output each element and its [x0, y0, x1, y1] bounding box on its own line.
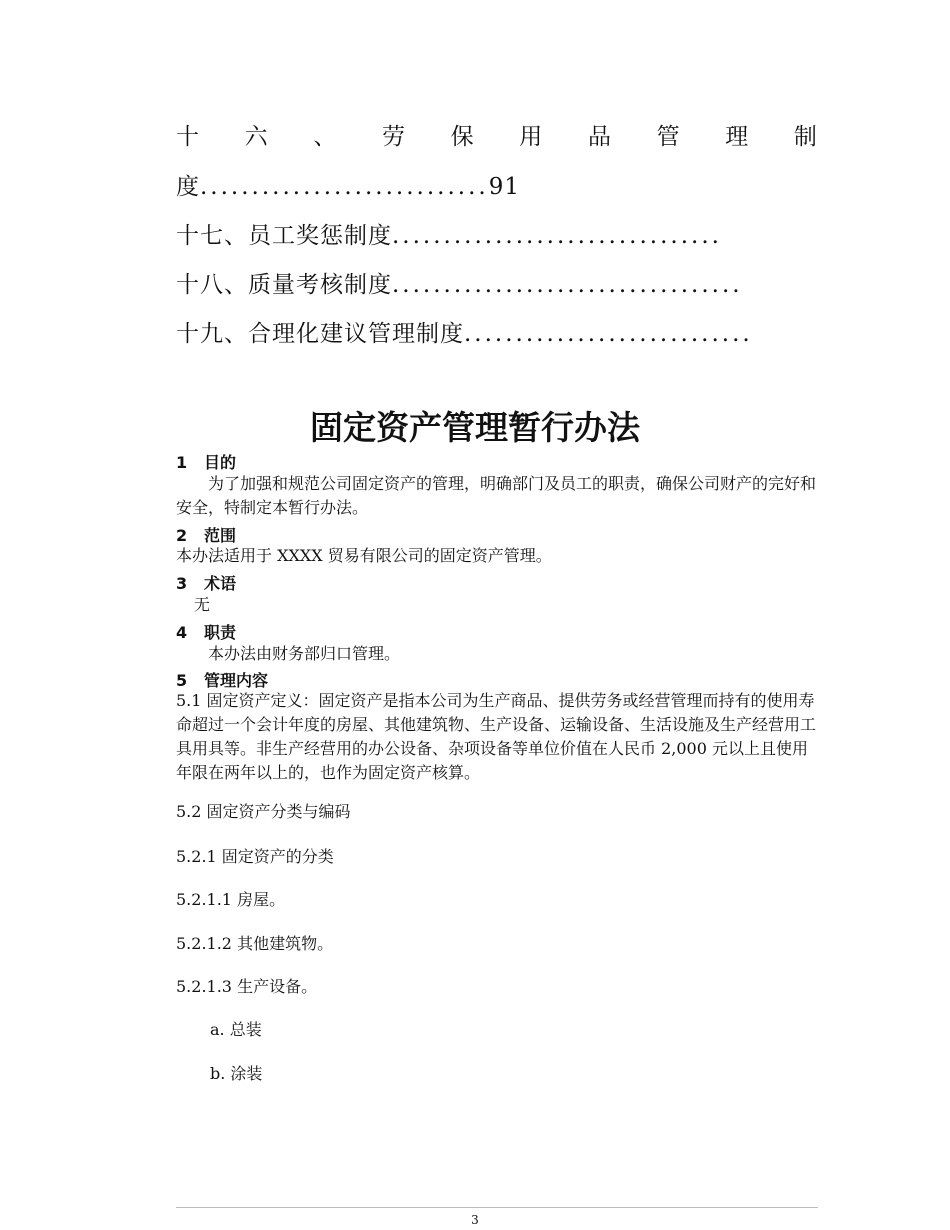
section-title: 范围 — [204, 526, 237, 545]
section-heading-4 — [176, 620, 236, 643]
section-number: 3 — [176, 574, 188, 593]
toc-char: 管 — [656, 124, 681, 150]
toc-char: 品 — [587, 124, 612, 150]
page-number: 3 — [471, 1213, 479, 1227]
section-5-2-heading: 5.2 固定资产分类与编码 — [176, 802, 351, 821]
section-title: 职责 — [204, 623, 237, 642]
section-title: 管理内容 — [204, 671, 269, 690]
section-1-text: 为了加强和规范公司固定资产的管理，明确部门及员工的职责，确保公司财产的完好和安全，特制定本暂行办法。 — [176, 474, 817, 517]
toc-char: 保 — [450, 124, 475, 150]
list-item: a. 总装 — [210, 1020, 262, 1039]
list-item: 5.2.1.3 生产设备。 — [176, 977, 318, 996]
section-number: 4 — [176, 623, 188, 642]
toc-text: 度 — [176, 174, 200, 200]
section-heading-5 — [176, 668, 268, 691]
section-5-1-text: 5.1 固定资产定义：固定资产是指本公司为生产商品、提供劳务或经营管理而持有的使用寿命超过一个会计年度的房屋、其他建筑物、生产设备、运输设备、生活设施及生产经营用工具用具等。非生产经营用的办公设备、杂项设备等单位价值在人民币 2,000 元以上且使用年限在两年以上的，也作为固定资产核算。 — [176, 691, 817, 782]
list-item: 5.2.1.2 其他建筑物。 — [176, 934, 334, 953]
section-title: 目的 — [204, 453, 237, 472]
toc-text: 十七、员工奖惩制度 — [176, 223, 392, 249]
toc-dots: ............................ — [200, 174, 489, 200]
toc-char: 、 — [313, 124, 338, 150]
section-5-2-1-heading: 5.2.1 固定资产的分类 — [176, 847, 334, 866]
section-number: 1 — [176, 453, 188, 472]
section-heading-2 — [176, 523, 236, 546]
toc-page-number: 91 — [488, 174, 520, 200]
list-item: b. 涂装 — [210, 1064, 263, 1083]
toc-char: 劳 — [381, 124, 406, 150]
toc-char: 制 — [793, 124, 818, 150]
section-title: 术语 — [204, 574, 237, 593]
toc-item-16-line1 — [176, 118, 818, 151]
toc-dots: ................................ — [392, 223, 722, 249]
toc-char: 十 — [176, 124, 200, 150]
list-item: 5.2.1.1 房屋。 — [176, 890, 286, 909]
footer-divider — [176, 1207, 818, 1208]
toc-item-17 — [176, 217, 818, 250]
toc-text: 十九、合理化建议管理制度 — [176, 321, 464, 347]
toc-char: 六 — [244, 124, 269, 150]
section-number: 2 — [176, 526, 188, 545]
section-2-text: 本办法适用于 XXXX 贸易有限公司的固定资产管理。 — [176, 546, 552, 565]
toc-text: 十八、质量考核制度 — [176, 272, 392, 298]
toc-char: 用 — [519, 124, 544, 150]
toc-dots: ............................ — [464, 321, 753, 347]
section-number: 5 — [176, 671, 188, 690]
section-4-text: 本办法由财务部归口管理。 — [208, 644, 401, 663]
section-heading-3 — [176, 571, 236, 594]
section-heading-1 — [176, 450, 236, 473]
toc-item-18 — [176, 266, 818, 299]
toc-char: 理 — [725, 124, 750, 150]
toc-dots: .................................. — [392, 272, 743, 298]
section-3-text: 无 — [194, 595, 211, 614]
document-title: 固定资产管理暂行办法 — [310, 408, 640, 447]
toc-item-16-line2 — [176, 168, 818, 201]
toc-item-19 — [176, 315, 818, 348]
